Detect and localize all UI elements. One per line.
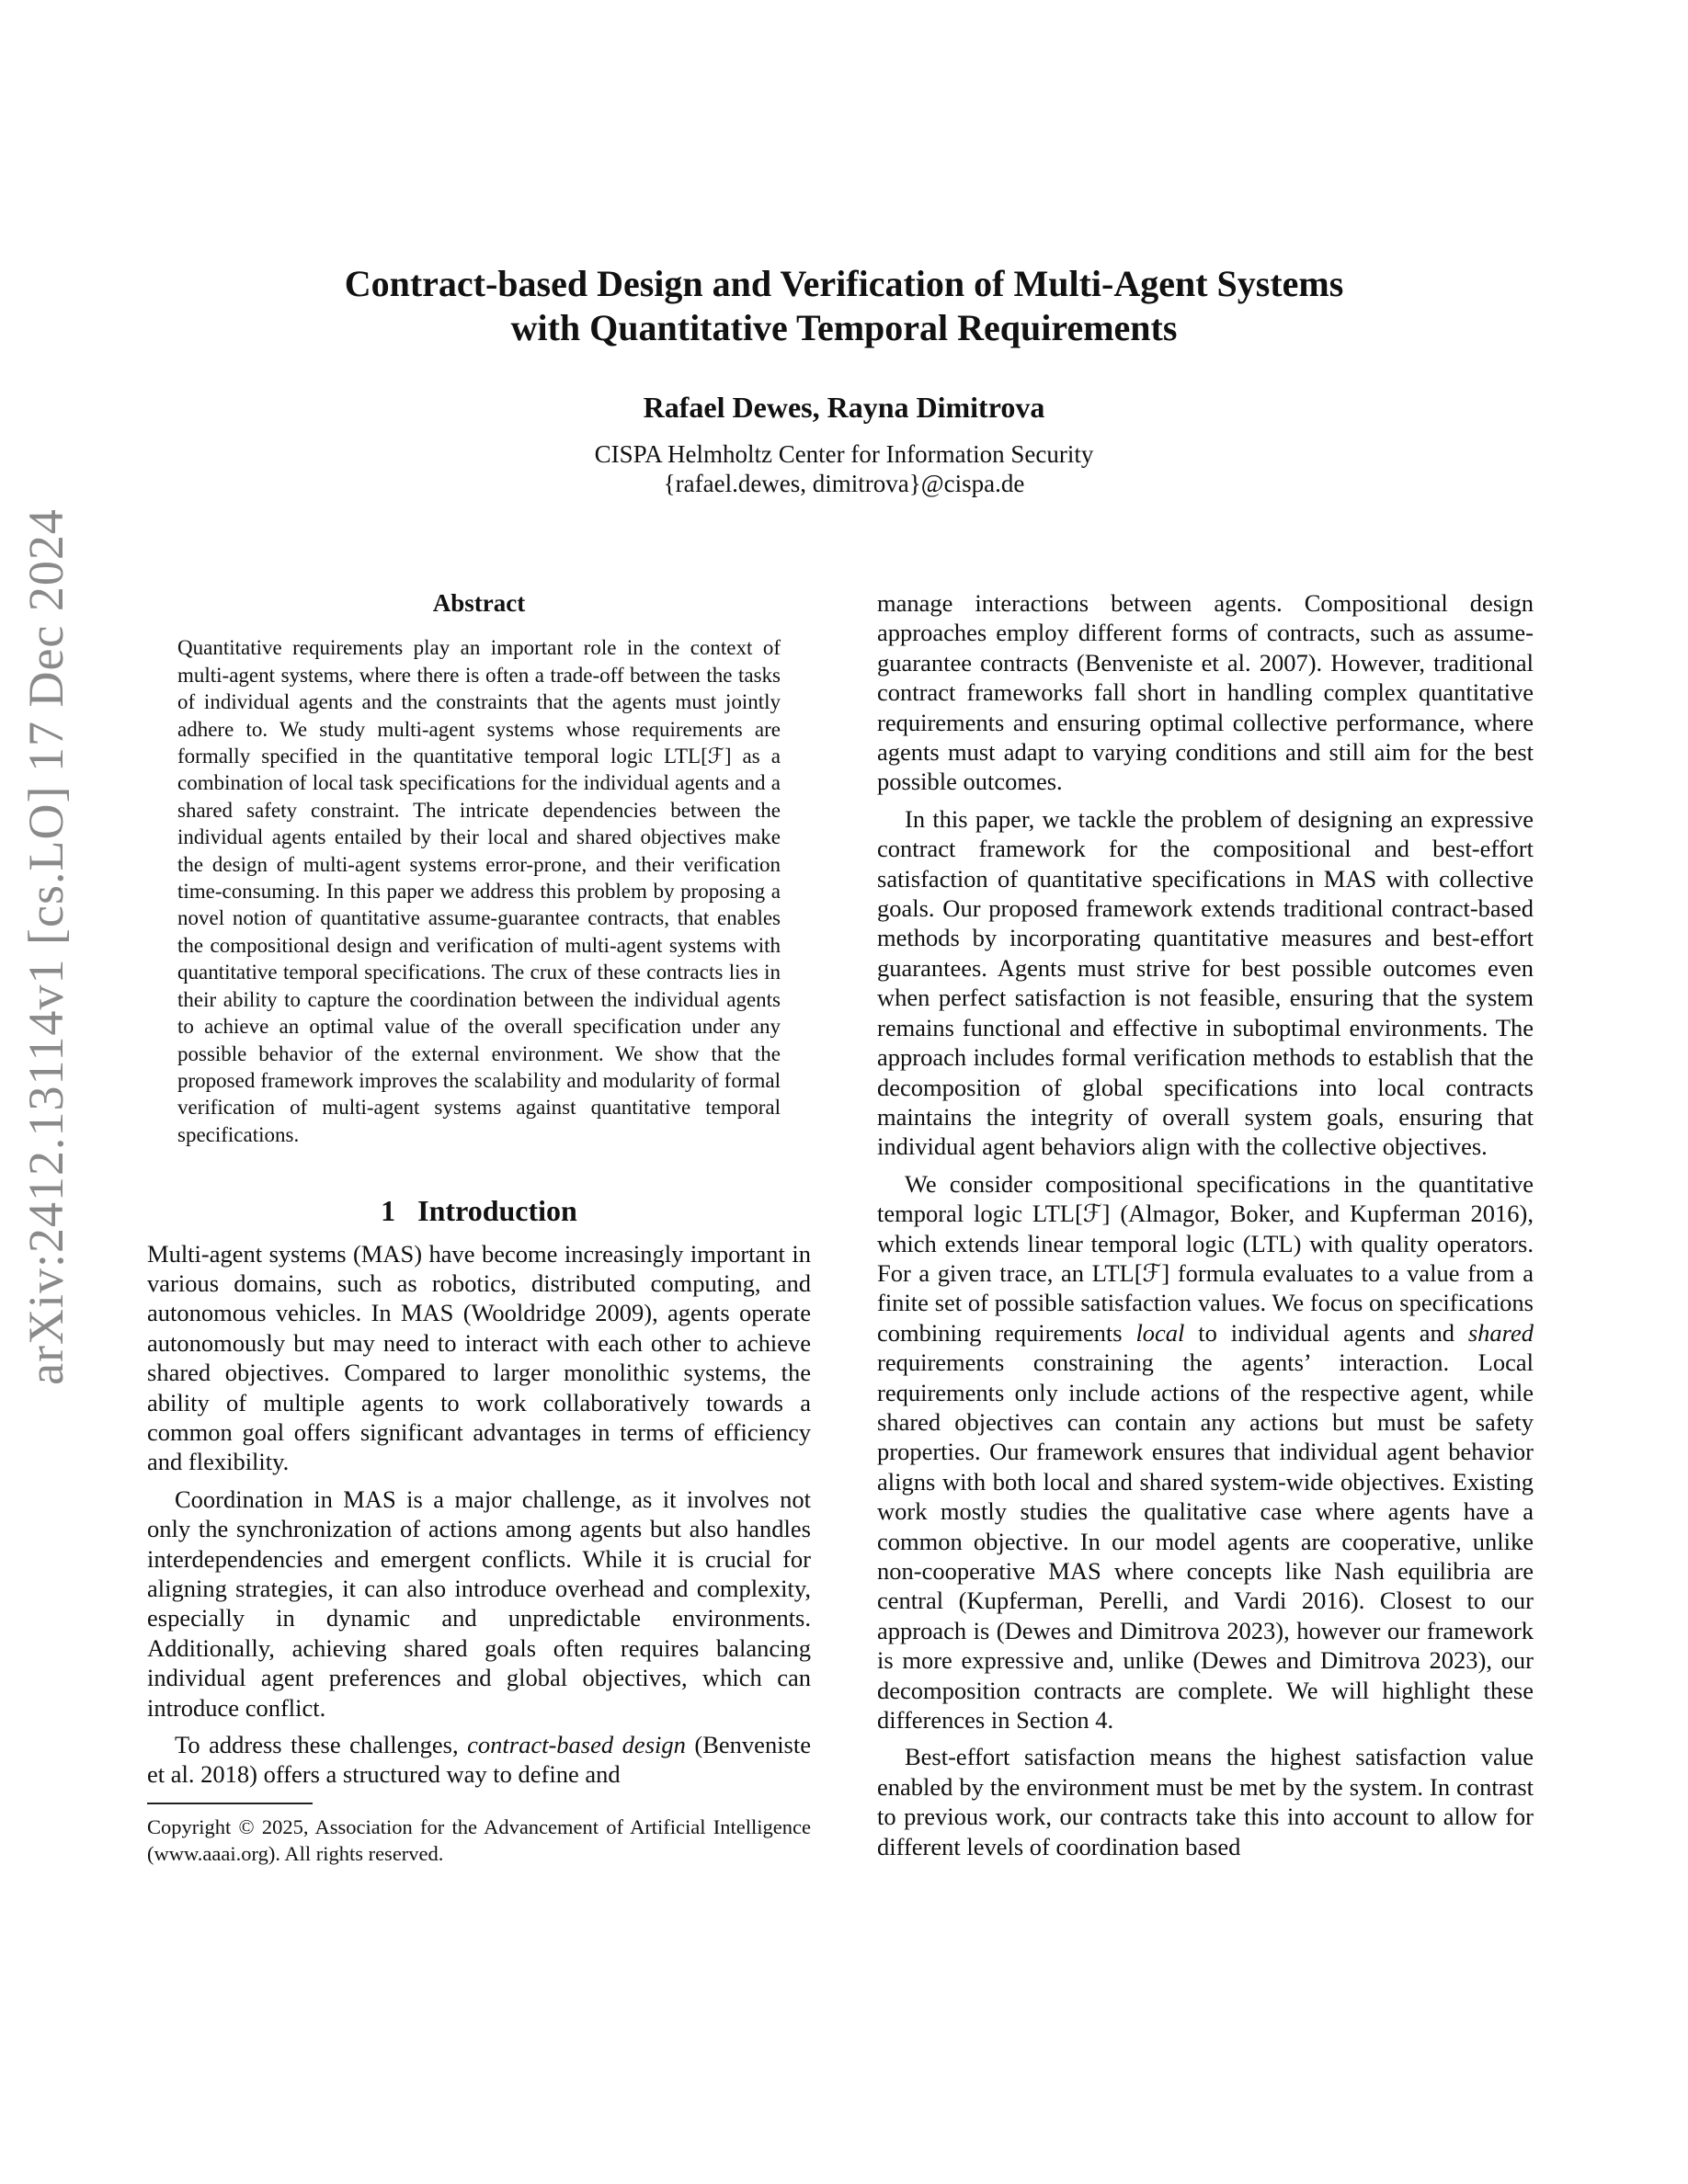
section-number: 1 bbox=[381, 1194, 396, 1228]
affiliation-block bbox=[0, 439, 1688, 498]
copyright-footnote: Copyright © 2025, Association for the Advancement of Artificial Intelligence (www.aaai.org). All rights reserved. bbox=[147, 1814, 811, 1865]
p5-emphasis-local: local bbox=[1135, 1318, 1185, 1347]
title-line-2: with Quantitative Temporal Requirements bbox=[510, 307, 1178, 348]
footnote-rule bbox=[147, 1803, 313, 1804]
section-title: Introduction bbox=[417, 1194, 577, 1228]
p3-emphasis: contract-based design bbox=[467, 1731, 686, 1759]
title-line-1: Contract-based Design and Verification of Multi-Agent Systems bbox=[344, 263, 1344, 304]
left-column bbox=[147, 588, 811, 1867]
p3-text-b: (Benveniste et al. 2018) offers a structured way to define and bbox=[147, 1731, 811, 1789]
abstract-title: Abstract bbox=[432, 589, 526, 617]
intro-paragraph-2: Coordination in MAS is a major challenge, as it involves not only the synchronization of actions among agents but also handles interdependencies and emergent conflicts. While it is crucial for aligning strategies, it can also introduce overhead and complexity, especially in dynamic and unpredictable environments. Additionally, achieving shared goals often requires balancing individual agent preferences and global objectives, which can introduce conflict. bbox=[147, 1484, 811, 1722]
authors: Rafael Dewes, Rayna Dimitrova bbox=[643, 391, 1045, 424]
intro-paragraph-continued: manage interactions between agents. Compositional design approaches employ different forms of contracts, such as assume-guarantee contracts (Benveniste et al. 2007). However, traditional contract frameworks fall short in handling complex quantitative requirements and ensuring optimal collective performance, where agents must adapt to varying conditions and still aim for the best possible outcomes. bbox=[877, 589, 1534, 796]
p5-emphasis-shared: shared bbox=[1467, 1318, 1534, 1347]
intro-paragraph-1: Multi-agent systems (MAS) have become increasingly important in various domains, such as robotics, distributed computing, and autonomous vehicles. In MAS (Wooldridge 2009), agents operate autonomously but may need to interact with each other to achieve shared objectives. Compared to larger monolithic systems, the ability of multiple agents to work collaboratively towards a common goal offers significant advantages in terms of efficiency and flexibility. bbox=[147, 1239, 811, 1476]
section-heading-introduction bbox=[147, 1194, 811, 1228]
email: {rafael.dewes, dimitrova}@cispa.de bbox=[663, 470, 1025, 497]
p5-text-a: We consider compositional specifications in the quantitative temporal logic LTL[ℱ] (Almagor, Boker, and Kupferman 2016), which extends linear temporal logic (LTL) with quality operators. For a given trace, an LTL[ℱ] formula evaluates to a value from a finite set of possible satisfaction values. We focus on specifications combining requirements bbox=[877, 1169, 1534, 1347]
right-column bbox=[877, 588, 1534, 1861]
p5-text-b: to individual agents and bbox=[1184, 1318, 1468, 1347]
intro-paragraph-5 bbox=[877, 1169, 1534, 1735]
intro-paragraph-3 bbox=[147, 1730, 811, 1790]
intro-paragraph-4: In this paper, we tackle the problem of designing an expressive contract framework for the compositional and best-effort satisfaction of quantitative specifications in MAS with collective goals. Our proposed framework extends traditional contract-based methods by incorporating quantitative measures and best-effort guarantees. Agents must strive for best possible outcomes even when perfect satisfaction is not feasible, ensuring that the system remains functional and effective in suboptimal environments. The approach includes formal verification methods to establish that the decomposition of global specifications into local contracts maintains the integrity of overall system goals, ensuring that individual agent behaviors align with the collective objectives. bbox=[877, 804, 1534, 1161]
arxiv-stamp: arXiv:2412.13114v1 [cs.LO] 17 Dec 2024 bbox=[18, 508, 74, 1385]
paper-title bbox=[0, 262, 1688, 350]
p3-text-a: To address these challenges, bbox=[175, 1731, 468, 1759]
abstract-text: Quantitative requirements play an important role in the context of multi-agent systems, where there is often a trade-off between the tasks of individual agents and the constraints that the agents must jointly adhere to. We study multi-agent systems whose requirements are formally specified in the quantitative temporal logic LTL[ℱ] as a combination of local task specifications for the individual agents and a shared safety constraint. The intricate dependencies between the individual agents entailed by their local and shared objectives make the design of multi-agent systems error-prone, and their verification time-consuming. In this paper we address this problem by proposing a novel notion of quantitative assume-guarantee contracts, that enables the compositional design and verification of multi-agent systems with quantitative temporal specifications. The crux of these contracts lies in their ability to capture the coordination between the individual agents to achieve an optimal value of the overall specification under any possible behavior of the external environment. We show that the proposed framework improves the scalability and modularity of formal verification of multi-agent systems against quantitative temporal specifications. bbox=[177, 636, 781, 1146]
affiliation: CISPA Helmholtz Center for Information Security bbox=[594, 440, 1094, 468]
p5-text-c: requirements constraining the agents’ interaction. Local requirements only include actions of the respective agent, while shared objectives can contain any actions but must be safety properties. Our framework ensures that individual agent behavior aligns with both local and shared system-wide objectives. Existing work mostly studies the qualitative case where agents have a common objective. In our model agents are cooperative, unlike non-cooperative MAS where concepts like Nash equilibria are central (Kupferman, Perelli, and Vardi 2016). Closest to our approach is (Dewes and Dimitrova 2023), however our framework is more expressive and, unlike (Dewes and Dimitrova 2023), our decomposition contracts are complete. We will highlight these differences in Section 4. bbox=[877, 1348, 1534, 1735]
intro-paragraph-6: Best-effort satisfaction means the highest satisfaction value enabled by the environment must be met by the system. In contrast to previous work, our contracts take this into account to allow for different levels of coordination based bbox=[877, 1743, 1534, 1860]
